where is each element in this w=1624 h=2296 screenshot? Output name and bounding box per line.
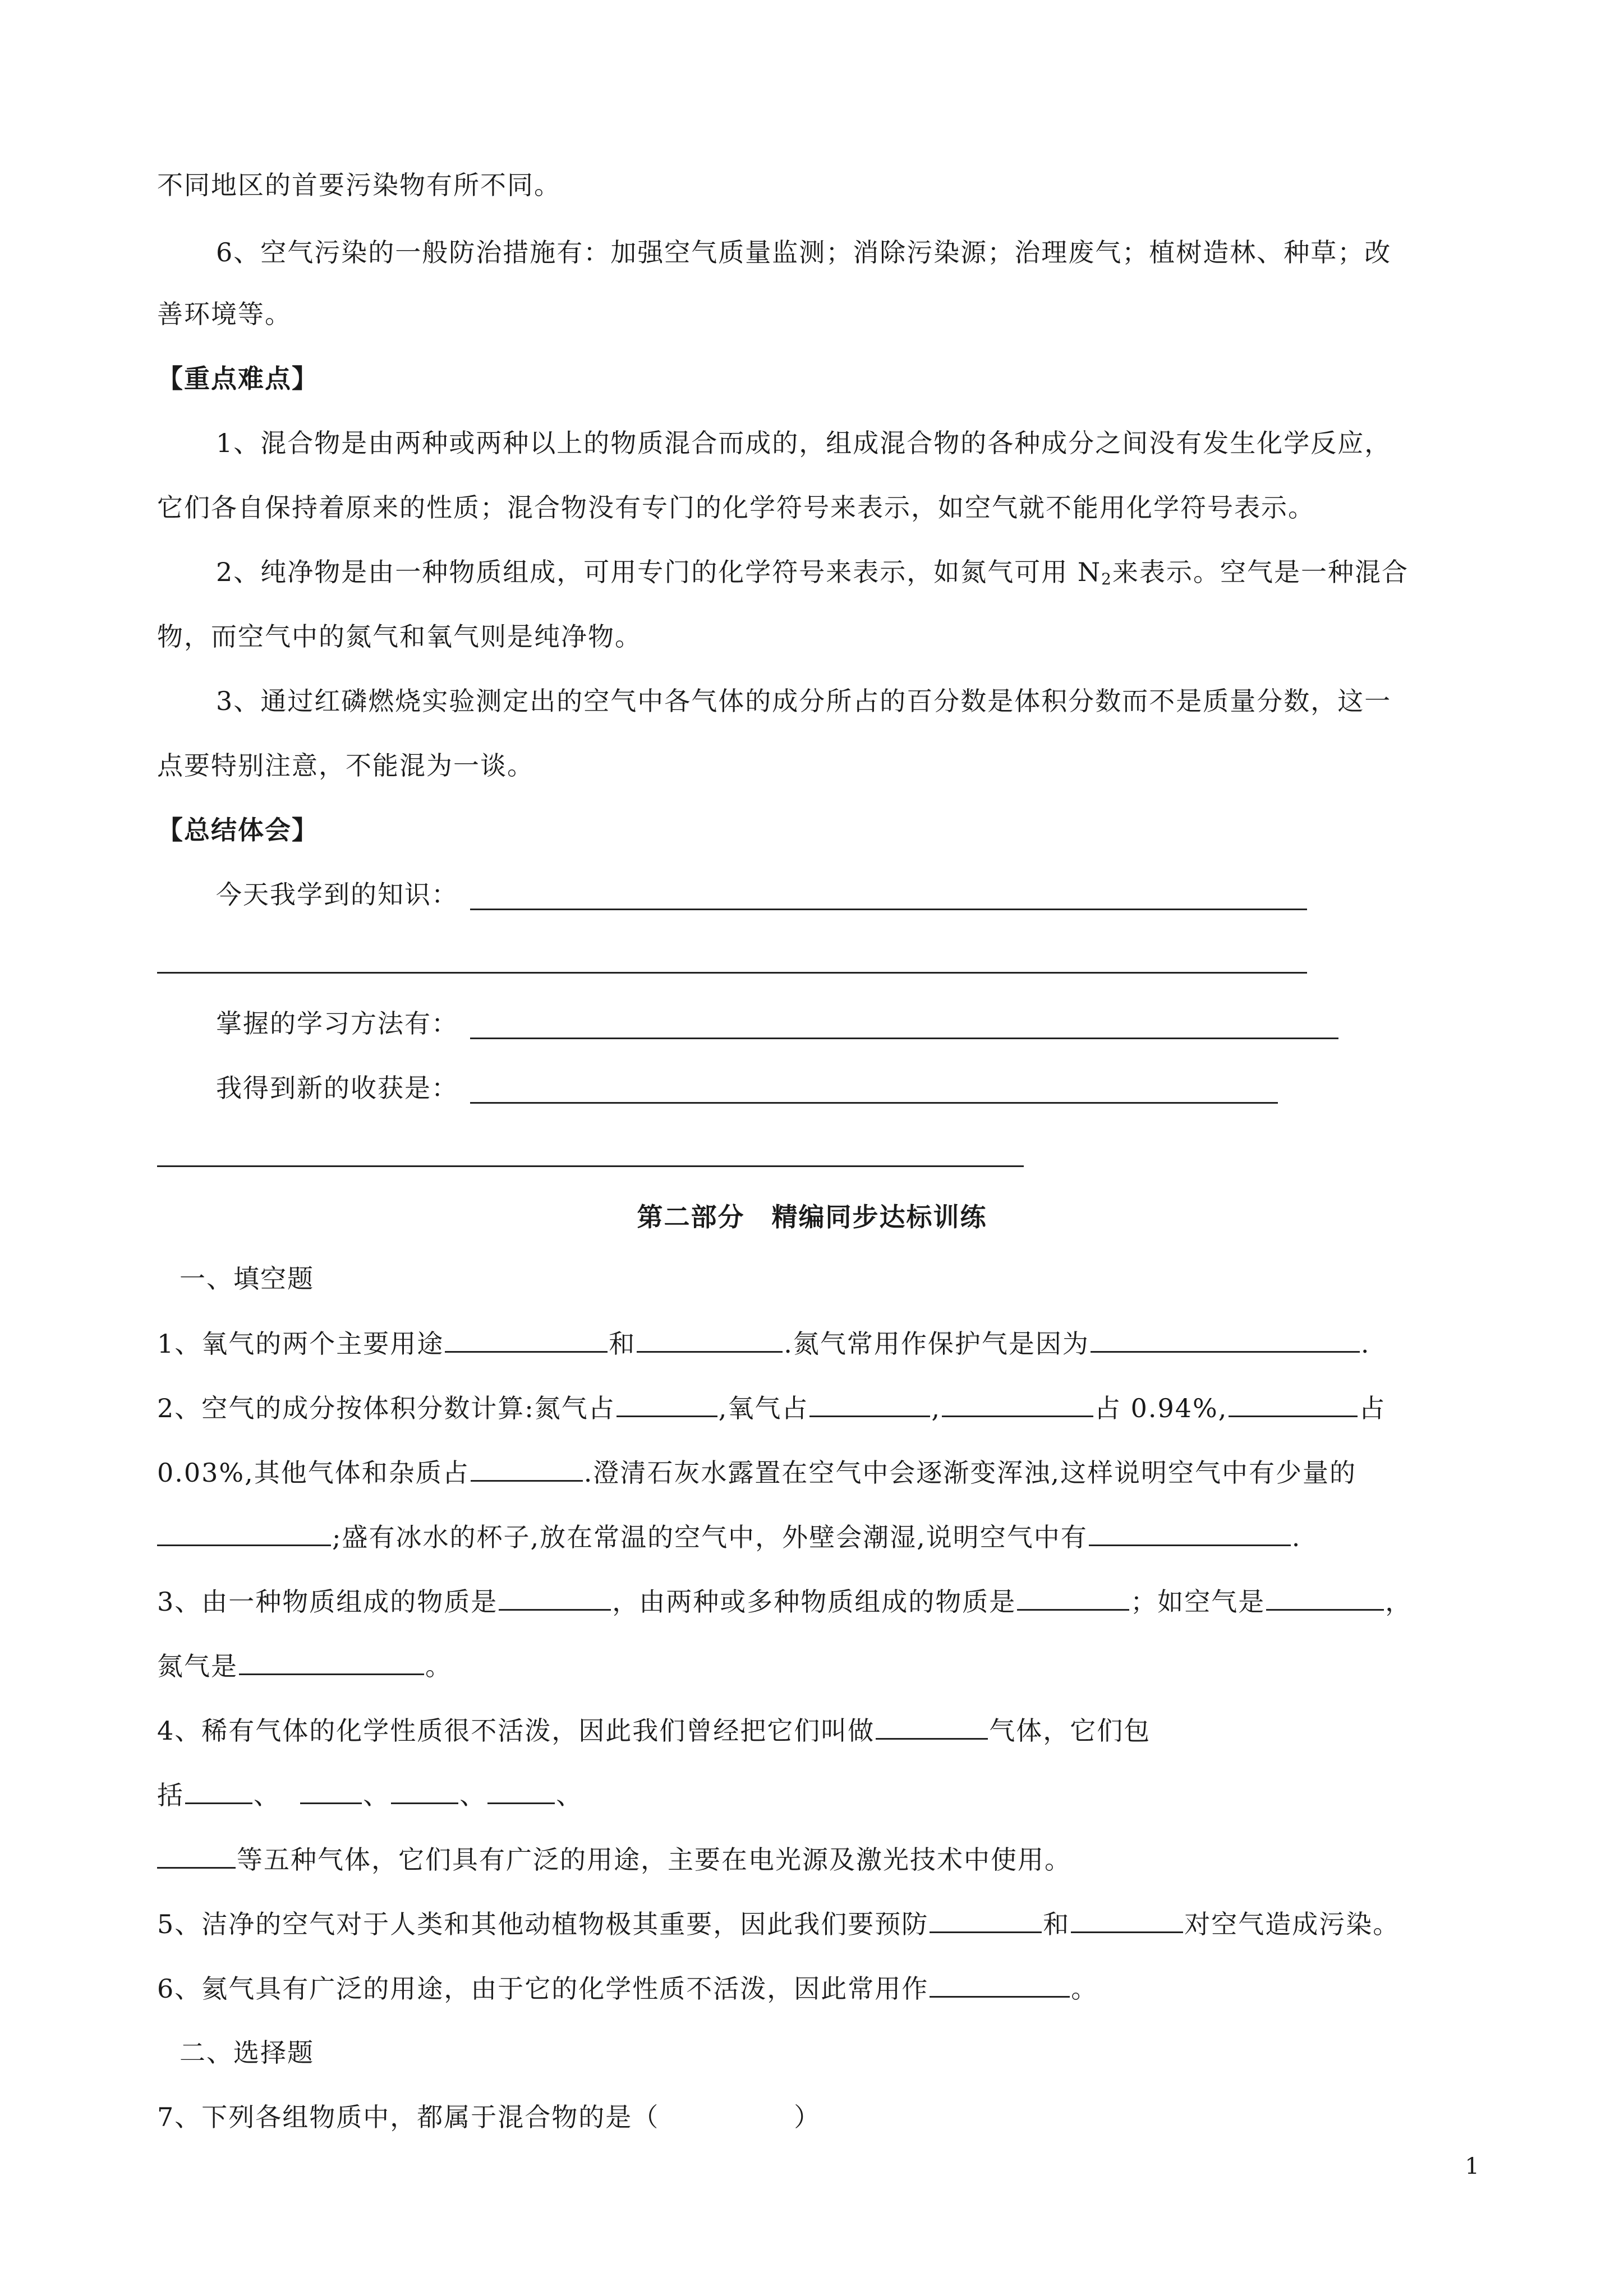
answer-blank[interactable] [487, 1778, 555, 1804]
section-heading: 一、填空题 [180, 1264, 314, 1294]
text-line: 点要特别注意，不能混为一谈。 [157, 750, 534, 781]
question-3-cont: 氮气是 。 [157, 1649, 1484, 1683]
answer-blank[interactable] [637, 1326, 783, 1353]
answer-blank[interactable] [499, 1584, 611, 1611]
answer-blank[interactable] [1091, 1326, 1360, 1353]
answer-blank[interactable] [617, 1391, 717, 1417]
question-7: 7、下列各组物质中，都属于混合物的是（ ） [157, 2102, 821, 2132]
answer-blank[interactable] [930, 1971, 1070, 1998]
answer-blank[interactable] [239, 1649, 424, 1675]
summary-prompt: 我得到新的收获是： [216, 1073, 458, 1103]
section-heading: 【总结体会】 [157, 815, 319, 845]
question-2: 2、空气的成分按体积分数计算:氮气占 ,氧气占 , 占 0.94%, 占 [157, 1391, 1484, 1425]
text-line: 不同地区的首要污染物有所不同。 [157, 170, 561, 200]
text-line: 2、纯净物是由一种物质组成，可用专门的化学符号来表示，如氮气可用 $N_2$来表示。空气是一种混合 [216, 557, 1409, 588]
answer-blank[interactable] [471, 1455, 583, 1482]
answer-blank[interactable] [930, 1907, 1042, 1933]
part-title: 第二部分 精编同步达标训练 [637, 1202, 987, 1232]
section-heading: 二、选择题 [180, 2037, 314, 2068]
question-1: 1、氧气的两个主要用途 和 .氮气常用作保护气是因为 . [157, 1326, 1484, 1361]
answer-line[interactable] [157, 1165, 1024, 1167]
text-line: 3、通过红磷燃烧实验测定出的空气中各气体的成分所占的百分数是体积分数而不是质量分数，这一 [216, 686, 1392, 716]
answer-blank[interactable] [1229, 1391, 1358, 1417]
question-4-cont: 括 、 、 、 、 [157, 1778, 1484, 1812]
answer-blank[interactable] [809, 1391, 930, 1417]
question-4-cont: 等五种气体，它们具有广泛的用途，主要在电光源及激光技术中使用。 [157, 1842, 1484, 1877]
answer-line[interactable] [470, 1102, 1278, 1104]
answer-blank[interactable] [300, 1778, 362, 1804]
answer-blank[interactable] [1071, 1907, 1183, 1933]
summary-prompt: 掌握的学习方法有： [216, 1008, 458, 1039]
answer-blank[interactable] [157, 1842, 236, 1869]
question-2-cont: 0.03%,其他气体和杂质占 .澄清石灰水露置在空气中会逐渐变浑浊,这样说明空气中有少量的 [157, 1455, 1484, 1490]
text-line: 善环境等。 [157, 299, 292, 329]
answer-line[interactable] [470, 909, 1307, 910]
answer-blank[interactable] [445, 1326, 608, 1353]
answer-blank[interactable] [876, 1713, 988, 1740]
answer-blank[interactable] [942, 1391, 1093, 1417]
answer-blank[interactable] [1266, 1584, 1384, 1611]
answer-blank[interactable] [185, 1778, 252, 1804]
answer-line[interactable] [470, 1038, 1338, 1039]
answer-blank[interactable] [1089, 1520, 1291, 1546]
answer-blank[interactable] [157, 1520, 331, 1546]
page-number: 1 [1465, 2154, 1479, 2179]
answer-blank[interactable] [391, 1778, 458, 1804]
summary-prompt: 今天我学到的知识： [216, 879, 458, 910]
question-5: 5、洁净的空气对于人类和其他动植物极其重要，因此我们要预防 和 对空气造成污染。 [157, 1907, 1484, 1941]
text-line: 1、混合物是由两种或两种以上的物质混合而成的，组成混合物的各种成分之间没有发生化学反应， [216, 428, 1392, 458]
question-2-cont: ;盛有冰水的杯子,放在常温的空气中，外壁会潮湿,说明空气中有 . [157, 1520, 1484, 1554]
question-6: 6、氦气具有广泛的用途，由于它的化学性质不活泼，因此常用作 。 [157, 1971, 1484, 2005]
text-line: 它们各自保持着原来的性质；混合物没有专门的化学符号来表示，如空气就不能用化学符号表示。 [157, 492, 1315, 523]
answer-blank[interactable] [1017, 1584, 1129, 1611]
section-heading: 【重点难点】 [157, 363, 319, 394]
answer-line[interactable] [157, 972, 1307, 974]
question-4: 4、稀有气体的化学性质很不活泼，因此我们曾经把它们叫做 气体，它们包 [157, 1713, 1484, 1748]
text-line: 6、空气污染的一般防治措施有：加强空气质量监测；消除污染源；治理废气；植树造林、种草；改 [216, 237, 1392, 268]
question-3: 3、由一种物质组成的物质是 ，由两种或多种物质组成的物质是 ；如空气是 ， [157, 1584, 1484, 1619]
text-line: 物，而空气中的氮气和氧气则是纯净物。 [157, 621, 642, 652]
